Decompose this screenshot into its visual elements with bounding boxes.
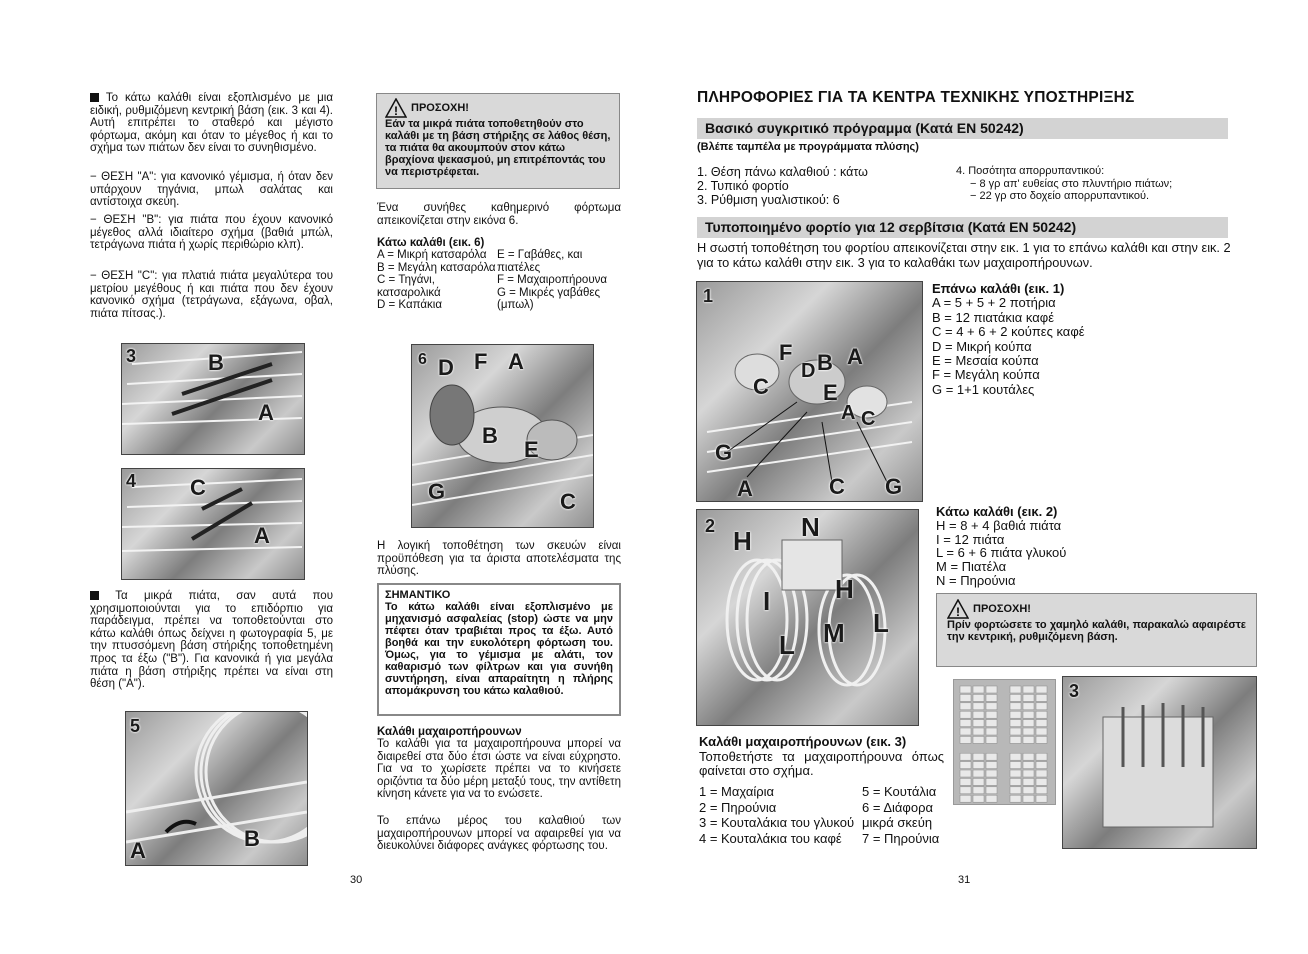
program-items-left [697,165,868,207]
legend-item: L = 6 + 6 πιάτα γλυκού [936,545,1067,561]
lower-basket-legend [377,237,627,311]
grid-cell [986,778,997,785]
legend-item: 3 = Κουταλάκια του γλυκού [699,815,855,831]
legend-item: 2 = Πηρούνια [699,799,777,815]
warning-title: ΠΡΟΣΟΧΗ! [411,102,469,114]
cutlery-instruction: Τοποθετήστε τα μαχαιροπήρουνα όπως φαίνεται στο σχήμα. [699,749,944,779]
cutlery-basket-text-1: Το καλάθι για τα μαχαιροπήρουνα μπορεί να διαιρεθεί στα δύο έτσι ώστε να είναι εύχρηστο. Για να το χωρίσετε πρέπει να το κινήσετε οριζόντια τα δύο μέρη μεταξύ τους, την αντίθετη κίνηση κάνετε για να το ενώσετε. [377,738,621,801]
grid-cell [960,703,971,710]
figure-label: A [254,523,270,548]
upper-basket-legend [932,282,1085,397]
cutlery-basket-title: Καλάθι μαχαιροπήρουνων [377,726,522,738]
figure-number: 6 [418,351,427,368]
grid-cell [986,736,997,743]
figure-label: A [508,349,524,374]
grid-cell [1023,703,1034,710]
warning-text: Εάν τα μικρά πιάτα τοποθετηθούν στο καλάθι με τη βάση στήριξης σε λάθος θέση, τα πιάτα θα ακουμπούν στον κάτω βραχίονα ψεκασμού, μη επιτρέποντάς του να περιστρέφεται. [385,118,611,178]
figure-label: H [835,574,854,604]
figure-number: 1 [703,286,714,306]
figure-label: A [841,402,856,424]
grid-cell [1036,703,1047,710]
figure-5-photo [125,711,308,866]
figure-label: L [779,630,795,660]
figure-label: F [779,340,793,365]
grid-cell [1036,778,1047,785]
figure-label: C [861,408,876,430]
grid-cell [986,753,997,760]
grid-cell [1023,795,1034,802]
figure-label: F [474,349,488,374]
cutlery-basket-title: Καλάθι μαχαιροπήρουνων (εικ. 3) [699,734,907,749]
grid-cell [1023,720,1034,727]
grid-cell [1023,686,1034,693]
legend-item: C = Τηγάνι, κατσαρολικά [377,274,441,299]
legend-item: C = 4 + 6 + 2 κούπες καφέ [932,324,1085,340]
grid-cell [973,753,984,760]
figure-number: 2 [705,516,716,536]
grid-cell [973,795,984,802]
grid-cell [960,770,971,777]
important-text: Το κάτω καλάθι είναι εξοπλισμένο με μηχανισμό ασφαλείας (stop) ώστε να μην πέφτει όταν τραβιέται προς τα έξω. Αυτό βοηθά και την ευκολότερη φόρτωση του. Όμως, για το γέμισμα με αλάτι, τον καθαρισμό των φίλτρων και για συνήθη συντήρηση, είναι απαραίτητη η πλήρης απομάκρυνση του κάτω καλαθιού. [385,601,613,697]
cutlery-legend-right [862,784,952,846]
grid-cell [1010,736,1021,743]
grid-cell [973,711,984,718]
program-item: 3. Ρύθμιση γυαλιστικού: 6 [697,193,840,207]
grid-cell [1023,770,1034,777]
grid-cell [1010,753,1021,760]
figure-label: B [208,350,224,375]
legend-item: 7 = Πηρούνια [862,830,940,846]
figure-label: G [715,440,733,465]
figure-label: D [801,360,816,382]
figure-label: B [817,350,833,375]
grid-cell [960,686,971,693]
figure-label: H [733,526,752,556]
figure-3-photo [121,343,305,455]
position-b-text: − ΘΕΣΗ "B": για πιάτα που έχουν κανονικό μέγεθος αλλά ιδιαίτερο σχήμα (βαθιά μπώλ, τετράγωνα πιάτα ή χωρίς περιθώριο κλπ). [90,214,333,252]
legend-item: M = Πιατέλα [936,559,1007,575]
grid-cell [1036,770,1047,777]
grid-cell [973,728,984,735]
grid-cell [1010,795,1021,802]
grid-cell [973,762,984,769]
figure-label: D [438,355,454,380]
grid-cell [973,694,984,701]
important-box [377,583,621,716]
figure-label: E [524,437,539,462]
figure-label: L [873,608,889,638]
page-number: 31 [958,874,971,886]
legend-item: F = Μαχαιροπήρουνα [497,274,608,287]
figure-label: E [823,380,838,405]
figure-number: 3 [126,346,137,366]
figure-label: M [823,618,845,648]
cutlery-basket-graphic [1063,677,1256,848]
bullet-small-plates: Τα μικρά πιάτα, σαν αυτά που χρησιμοποιούνται για το επιδόρπιο για παράδειγμα, πρέπει να τοποθετούνται στο κάτω καλάθι όπως δείχνει η φωτογραφία 5, με την πτυσσόμενη βάση στήριξης τοποθετημένη προς τα έξω ("B"). Για κανονικά ή για μεγάλα πιάτα η βάση στήριξης πρέπει να είναι στη θέση ("A"). [90,590,333,691]
figure-2-photo [696,509,919,726]
grid-cell [973,720,984,727]
position-c-text: − ΘΕΣΗ "C": για πλατιά πιάτα μεγαλύτερα του μετρίου μεγέθους ή και πιάτα που δεν έχουν κανονικό σχήμα (τετράγωνα, εξάγωνα, οβαλ, πιάτα πίτσας.). [90,270,333,320]
svg-text:!: ! [956,605,960,619]
legend-item: E = Μεσαία κούπα [932,353,1039,369]
grid-cell [1036,795,1047,802]
figure-number: 5 [130,716,141,736]
warning-triangle-icon [947,599,969,619]
figure-label: N [801,512,820,542]
figure-label: A [130,838,146,863]
figure-label: B [482,423,498,448]
section-heading: Βασικό συγκριτικό πρόγραμμα (Κατά EN 50242) [697,118,1228,139]
grid-cell [960,762,971,769]
legend-item: D = Μικρή κούπα [932,338,1032,354]
grid-cell [960,795,971,802]
legend-title: Επάνω καλάθι (εικ. 1) [932,281,1065,296]
grid-cell [973,703,984,710]
warning-title: ΠΡΟΣΟΧΗ! [973,603,1031,615]
warning-text: Πρίν φορτώσετε το χαμηλό καλάθι, παρακαλώ αφαιρέστε την κεντρική, ρυθμιζόμενη βάση. [947,619,1246,643]
grid-cell [986,762,997,769]
grid-cell [986,694,997,701]
legend-item: G = Μικρές γαβάθες (μπωλ) [497,286,601,312]
grid-cell [1023,787,1034,794]
section-note: (Βλέπε ταμπέλα με προγράμματα πλύσης) [697,141,919,153]
grid-cell [973,686,984,693]
cutlery-basket-text-2: Το επάνω μέρος του καλαθιού των μαχαιροπήρουνων μπορεί να αφαιρεθεί για να διευκολύνει διάφορες ανάγκες φόρτωσης του. [377,815,621,853]
grid-cell [1010,778,1021,785]
grid-cell [960,787,971,794]
important-title: ΣΗΜΑΝΤΙΚΟ [385,589,451,601]
legend-title: Κάτω καλάθι (εικ. 6) [377,237,485,249]
plates-graphic [126,712,307,865]
bullet-square-icon [90,93,99,102]
grid-cell [1023,762,1034,769]
grid-cell [1010,720,1021,727]
grid-cell [960,778,971,785]
legend-item: 6 = Διάφορα μικρά σκεύη [862,799,933,831]
section-heading: Τυποποιημένο φορτίο για 12 σερβίτσια (Κατά EN 50242) [697,217,1228,238]
lower-basket-legend [936,505,1066,588]
figure-number: 3 [1069,681,1080,701]
grid-cell [960,736,971,743]
grid-cell [986,703,997,710]
grid-cell [1010,787,1021,794]
grid-cell [1010,686,1021,693]
grid-cell [1036,736,1047,743]
grid-cell [986,770,997,777]
figure-label: G [428,479,446,504]
grid-cell [1023,728,1034,735]
legend-item: 4 = Κουταλάκια του καφέ [699,830,842,846]
grid-cell [960,694,971,701]
figure-3-cutlery-photo [1062,676,1257,849]
figure-label: C [753,374,769,399]
program-item: 2. Τυπικό φορτίο [697,179,789,193]
grid-cell [1010,694,1021,701]
grid-cell [1010,703,1021,710]
section-text: Η σωστή τοποθέτηση του φορτίου απεικονίζεται στην εικ. 1 για το επάνω καλάθι και στην εικ. 2 για το κάτω καλάθι στην εικ. 3 για το καλαθάκι των μαχαιροπήρουνων. [697,240,1231,270]
figure-label: B [244,826,260,851]
figure-label: A [258,400,274,425]
grid-cell [1036,753,1047,760]
warning-triangle-icon [385,98,407,118]
grid-cell [1023,753,1034,760]
legend-item: B = 12 πιατάκια καφέ [932,309,1054,325]
grid-cell [986,728,997,735]
cutlery-layout-diagram [953,679,1056,805]
warning-box [376,93,620,189]
grid-cell [1023,778,1034,785]
legend-item: 5 = Κουτάλια [862,784,937,799]
rack-lines-graphic [122,469,304,579]
grid-cell [1036,686,1047,693]
bullet-base-info: Το κάτω καλάθι είναι εξοπλισμένο με μια ειδική, ρυθμιζόμενη κεντρική βάση (εικ. 3 και 4). Αυτή επιτρέπει το σταθερό και μέγιστο φόρτωμα, ακόμη και όταν το μέγεθος ή και το σχήμα των πιάτων δεν είναι το συνηθισμένο. [90,92,333,155]
legend-item: I = 12 πιάτα [936,531,1005,547]
grid-cell [1036,694,1047,701]
position-a-text: − ΘΕΣΗ "A": για κανονικό γέμισμα, ή όταν δεν υπάρχουν τηγάνια, μπωλ σαλάτας και αντίστοιχα σκεύη. [90,171,333,209]
legend-item: N = Πηρούνια [936,572,1016,588]
figure-label: A [737,476,753,501]
grid-cell [960,728,971,735]
legend-item: 1 = Μαχαίρια [699,784,775,799]
logical-placement-text: Η λογική τοποθέτηση των σκευών είναι προϋπόθεση για τα άριστα αποτελέσματα της πλύσης. [377,540,621,578]
grid-cell [1036,787,1047,794]
grid-cell [1010,762,1021,769]
page-title: ΠΛΗΡΟΦΟΡΙΕΣ ΓΙΑ ΤΑ ΚΕΝΤΡΑ ΤΕΧΝΙΚΗΣ ΥΠΟΣΤΗΡΙΞΗΣ [697,89,1135,106]
program-item: − 22 γρ στο δοχείο απορρυπαντικού. [970,190,1150,202]
grid-cell [973,787,984,794]
program-item: − 8 γρ απ' ευθείας στο πλυντήριο πιάτων; [970,177,1173,190]
program-item: 1. Θέση πάνω καλαθιού : κάτω [697,165,868,179]
grid-cell [986,686,997,693]
grid-cell [1010,728,1021,735]
grid-cell [986,720,997,727]
legend-title: Κάτω καλάθι (εικ. 2) [936,504,1058,519]
figure-number: 4 [126,471,137,491]
figure-label: C [560,489,576,514]
legend-item: H = 8 + 4 βαθιά πιάτα [936,517,1062,533]
program-item: 4. Ποσότητα απορρυπαντικού: [956,165,1105,177]
grid-cell [960,753,971,760]
grid-cell [1036,728,1047,735]
grid-cell [1010,770,1021,777]
grid-cell [973,778,984,785]
upper-basket-graphic [697,282,922,501]
figure-label: C [829,474,845,499]
grid-cell [1023,711,1034,718]
grid-cell [1036,711,1047,718]
legend-item: B = Μεγάλη κατσαρόλα [377,261,496,274]
grid-cell [1036,720,1047,727]
grid-cell [973,770,984,777]
daily-load-text: Ένα συνήθες καθημερινό φόρτωμα απεικονίζεται στην εικόνα 6. [377,202,621,227]
cutlery-legend-left [699,784,859,846]
program-items-right [956,165,1172,203]
figure-label: A [847,344,863,369]
grid-cell [1023,694,1034,701]
cutlery-grid-graphic [954,680,1055,804]
grid-cell [960,711,971,718]
figure-label: I [763,586,771,616]
figure-label: G [885,474,903,499]
figure-label: C [190,475,206,500]
page-number: 30 [350,874,363,886]
grid-cell [1010,711,1021,718]
grid-cell [986,795,997,802]
grid-cell [1023,736,1034,743]
legend-item: F = Μεγάλη κούπα [932,367,1040,383]
legend-item: G = 1+1 κουτάλες [932,381,1035,397]
bullet-square-icon [90,591,99,600]
legend-item: A = 5 + 5 + 2 ποτήρια [932,295,1056,311]
figure-6-photo [411,344,594,528]
grid-cell [986,711,997,718]
figure-1-photo [696,281,923,502]
grid-cell [986,787,997,794]
grid-cell [960,720,971,727]
warning-box-right [936,593,1257,667]
legend-item: D = Καπάκια [377,299,442,312]
grid-cell [1036,762,1047,769]
grid-cell [973,736,984,743]
figure-4-photo [121,468,305,580]
legend-item: A = Μικρή κατσαρόλα [377,249,487,262]
legend-item: E = Γαβάθες, και πιατέλες [497,249,583,274]
svg-text:!: ! [394,104,398,118]
